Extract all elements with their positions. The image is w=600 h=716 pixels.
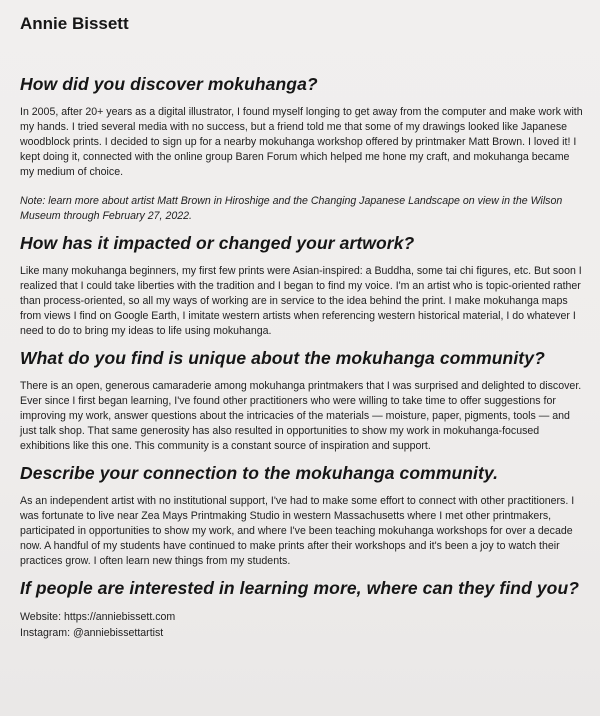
section-heading: How has it impacted or changed your artwork? <box>20 233 415 253</box>
section-body: There is an open, generous camaraderie among mokuhanga printmakers that I was surprised and delighted to discover. Ever since I first began learning, I've found other practitioners who were willing to take time to offer suggestions for improving my work, answer questions about the intricacies of the materials — moisture, paper, pigments, tools — and just talk shop. That same generosity has also resulted in opportunities to show my work in mokuhanga-focused exhibitions like this one. This community is a constant source of inspiration and support. <box>20 380 582 452</box>
section-heading: How did you discover mokuhanga? <box>20 74 318 94</box>
instagram-handle: Instagram: @anniebissettartist <box>20 627 164 639</box>
section-body: As an independent artist with no institutional support, I've had to make some effort to connect with other practitioners. I was fortunate to live near Zea Mays Printmaking Studio in western Massachusetts where I met other printmakers, participated in opportunities to show my work, and where I've been teaching mokuhanga workshops for over a decade now. A handful of my students have continued to make prints after their workshops and it's been a joy to watch their practices grow. I often learn new things from my students. <box>20 495 575 567</box>
website-link: Website: https://anniebissett.com <box>20 611 176 623</box>
section-impact <box>20 233 586 339</box>
section-heading: Describe your connection to the mokuhanga community. <box>20 463 499 483</box>
artist-name: Annie Bissett <box>20 14 129 33</box>
section-discover <box>20 74 586 224</box>
section-body: Like many mokuhanga beginners, my first few prints were Asian-inspired: a Buddha, some tai chi figures, etc. But soon I realized that I could take liberties with the tradition and I began to find my voice. I'm an artist who is topic-oriented rather than process-oriented, so all my ways of working are in service to the idea behind the print. I make mokuhanga maps from views I find on Google Earth, I imitate western artists when referencing western historical material, I do whatever I need to do to bring my ideas to life using mokuhanga. <box>20 265 582 337</box>
section-learn-more <box>20 578 586 641</box>
section-unique <box>20 348 586 454</box>
interview-content <box>20 74 586 650</box>
section-note: Note: learn more about artist Matt Brown in Hiroshige and the Changing Japanese Landscape on view in the Wilson Museum through February 27, 2022. <box>20 195 563 222</box>
section-connection <box>20 463 586 569</box>
section-body: In 2005, after 20+ years as a digital illustrator, I found myself longing to get away from the computer and make work with my hands. I tried several media with no success, but a friend told me that some of my drawings looked like Japanese woodblock prints. I decided to sign up for a nearby mokuhanga workshop offered by printmaker Matt Brown. I loved it! I kept doing it, connected with the online group Baren Forum which helped me hone my craft, and mokuhanga became my medium of choice. <box>20 106 583 178</box>
section-heading: If people are interested in learning more, where can they find you? <box>20 578 580 598</box>
section-heading: What do you find is unique about the mokuhanga community? <box>20 348 545 368</box>
